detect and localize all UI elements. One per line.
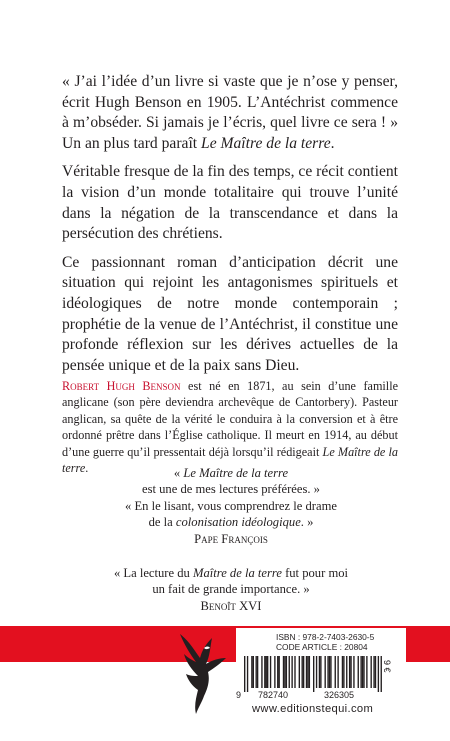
- book-title: Le Maître de la terre: [201, 134, 331, 152]
- quote-signature: Benoît XVI: [200, 598, 262, 613]
- barcode-bar: [343, 656, 344, 688]
- barcode-bar: [319, 656, 320, 688]
- barcode-bar: [303, 656, 304, 688]
- publisher-website: www.editionstequi.com: [252, 703, 374, 715]
- barcode-bar: [270, 656, 271, 688]
- barcode-bar: [353, 656, 354, 688]
- barcode-bar: [313, 656, 314, 692]
- barcode-bar: [378, 656, 379, 692]
- barcode-bar: [279, 656, 280, 688]
- barcode-bar: [247, 656, 248, 692]
- quote-francis: « Le Maître de la terre est une de mes lectures préférées. » « En le lisant, vous comprendrez le drame de la colonisation idéologique. » Pape François: [100, 465, 362, 547]
- barcode-bar: [316, 656, 317, 688]
- barcode-bar: [277, 656, 278, 688]
- barcode-bar: [337, 656, 338, 688]
- barcode-bar: [325, 656, 326, 688]
- barcode-bar: [306, 656, 307, 688]
- barcode-bar: [257, 656, 258, 688]
- barcode-bar: [358, 656, 359, 688]
- barcode-bar: [371, 656, 372, 688]
- barcode-bar: [284, 656, 285, 688]
- blurb-paragraph-2: Véritable fresque de la fin des temps, ce récit contient la vision d’un monde totalitaire qui trouve l’unité dans la négation de la transcendance et dans la persécution des chrétiens.: [62, 163, 398, 243]
- price: 9 €: [382, 660, 392, 673]
- barcode-bar: [362, 656, 363, 688]
- barcode-bar: [251, 656, 252, 688]
- barcode-bar: [291, 656, 292, 688]
- barcode-bar: [274, 656, 275, 688]
- barcode-bar: [327, 656, 328, 688]
- blurb-paragraph-3: Ce passionnant roman d’anticipation décrit une situation qui rejoint les antagonismes spirituels et idéologiques de notre monde contemporain ; prophétie de la venue de l’Antéchrist, il constitue une profonde réflexion sur les dérives actuelles de la pensée unique et de la paix sans Dieu.: [62, 253, 398, 374]
- barcode-bar: [320, 656, 321, 688]
- endorsement-quotes: [100, 465, 362, 614]
- quote-benedict: « La lecture du Maître de la terre fut pour moi un fait de grande importance. » Benoît XVI: [100, 565, 362, 614]
- barcode-bar: [346, 656, 347, 688]
- barcode-bar: [330, 656, 331, 688]
- barcode-bar: [267, 656, 268, 688]
- author-name: Robert Hugh Benson: [62, 379, 181, 393]
- barcode-bar: [289, 656, 290, 688]
- barcode-bar: [286, 656, 287, 688]
- barcode-bar: [307, 656, 308, 688]
- barcode-icon: [244, 656, 382, 692]
- back-cover-blurb: [62, 72, 398, 384]
- blurb-text: .: [330, 134, 335, 152]
- eagle-logo-icon: [176, 628, 230, 716]
- blurb-text: « J’ai l’idée d’un livre si vaste que je n’ose y penser, écrit Hugh Benson en 1905. L’Antéchrist commence à m’obséder. Si jamais je l’écris, quel livre ce sera ! » Un an plus tard paraît: [62, 73, 398, 152]
- barcode-bar: [264, 656, 265, 688]
- barcode-bar: [302, 656, 303, 688]
- bio-text: .: [85, 461, 89, 476]
- barcode-bar: [375, 656, 376, 688]
- barcode-bar: [349, 656, 350, 688]
- author-bio: [62, 378, 398, 476]
- isbn-block: [276, 632, 374, 652]
- barcode-bar: [266, 656, 267, 688]
- barcode-bar: [363, 656, 364, 688]
- barcode-bar: [335, 656, 336, 688]
- isbn-number: ISBN : 978-2-7403-2630-5: [276, 632, 375, 642]
- bio-text: est né en 1871, au sein d’une famille anglicane (son père deviendra archevêque de Cantorbery). Pasteur anglican, sa quête de la vérité le conduira à la conversion et à être ordonné prêtre dans l’Église catholique. Il meurt en 1914, au début d’une guerre qu’il pressentait déjà lorsqu’il rédigeait: [62, 379, 398, 459]
- barcode-bar: [294, 656, 295, 688]
- barcode-bar: [373, 656, 374, 688]
- barcode-bar: [253, 656, 254, 688]
- barcode-bar: [256, 656, 257, 688]
- barcode-bar: [329, 656, 330, 688]
- barcode-bar: [299, 656, 300, 688]
- barcode-bar: [350, 656, 351, 688]
- barcode-bar: [366, 656, 367, 688]
- book-title: Le Maître de la terre: [62, 444, 398, 476]
- barcode-bar: [283, 656, 284, 688]
- barcode-bar: [360, 656, 361, 688]
- code-article: CODE ARTICLE : 20804: [276, 642, 368, 652]
- barcode-bar: [342, 656, 343, 688]
- barcode-bar: [244, 656, 245, 692]
- blurb-paragraph-1: [62, 72, 398, 154]
- quote-signature: Pape François: [194, 531, 268, 546]
- barcode-bar: [261, 656, 262, 688]
- barcode-bar: [309, 656, 310, 688]
